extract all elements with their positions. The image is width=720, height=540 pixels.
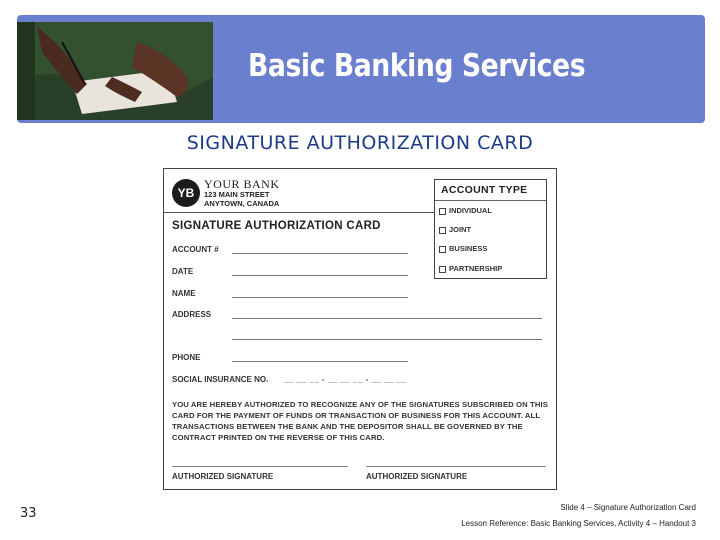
checkbox-icon <box>439 227 446 234</box>
footer-lesson-reference: Lesson Reference: Basic Banking Services, Activity 4 – Handout 3 <box>461 519 696 528</box>
bank-logo: YB <box>172 179 200 207</box>
address-field-line2[interactable] <box>232 339 542 340</box>
bank-city: ANYTOWN, CANADA <box>204 199 280 208</box>
bank-name: YOUR BANK <box>204 177 280 191</box>
option-business[interactable]: BUSINESS <box>439 244 487 253</box>
account-field[interactable] <box>232 253 408 254</box>
banner-title: Basic Banking Services <box>248 48 586 84</box>
option-joint[interactable]: JOINT <box>439 225 471 234</box>
divider <box>435 200 546 201</box>
slide-heading: SIGNATURE AUTHORIZATION CARD <box>186 132 534 154</box>
name-label: NAME <box>172 289 196 298</box>
account-type-title: ACCOUNT TYPE <box>441 184 528 196</box>
name-field[interactable] <box>232 297 408 298</box>
account-label: ACCOUNT # <box>172 245 219 254</box>
checkbox-icon <box>439 208 446 215</box>
signature-label-right: AUTHORIZED SIGNATURE <box>366 472 468 481</box>
option-individual[interactable]: INDIVIDUAL <box>439 206 492 215</box>
phone-field[interactable] <box>232 361 408 362</box>
account-type-box <box>434 179 547 279</box>
address-label: ADDRESS <box>172 310 212 319</box>
divider <box>164 212 434 213</box>
sin-label: SOCIAL INSURANCE NO. <box>172 375 269 384</box>
page-number: 33 <box>20 506 37 521</box>
bank-street: 123 MAIN STREET <box>204 190 270 199</box>
address-field-line1[interactable] <box>232 318 542 319</box>
footer-slide-caption: Slide 4 – Signature Authorization Card <box>560 503 696 512</box>
legal-text: YOU ARE HEREBY AUTHORIZED TO RECOGNIZE ANY OF THE SIGNATURES SUBSCRIBED ON THIS CARD FOR THE PAYMENT OF FUNDS OR TRANSACTION OF BUSINESS FOR THIS ACCOUNT. ALL TRANSACTIONS BETWEEN THE BANK AND THE DEPOSITOR SHALL BE GOVERNED BY THE CONTRACT PRINTED ON THE REVERSE OF THIS CARD. <box>172 400 548 442</box>
checkbox-icon <box>439 266 446 273</box>
signature-label-left: AUTHORIZED SIGNATURE <box>172 472 274 481</box>
sin-field[interactable]: __ __ __ - __ __ __ - __ __ __ <box>284 375 407 384</box>
signature-line-right[interactable] <box>366 466 546 467</box>
phone-label: PHONE <box>172 353 201 362</box>
hands-signing-card-photo <box>17 22 213 120</box>
signature-card <box>163 168 557 490</box>
form-title: SIGNATURE AUTHORIZATION CARD <box>172 220 381 232</box>
signature-line-left[interactable] <box>172 466 348 467</box>
option-partnership[interactable]: PARTNERSHIP <box>439 264 502 273</box>
date-field[interactable] <box>232 275 408 276</box>
date-label: DATE <box>172 267 194 276</box>
checkbox-icon <box>439 246 446 253</box>
